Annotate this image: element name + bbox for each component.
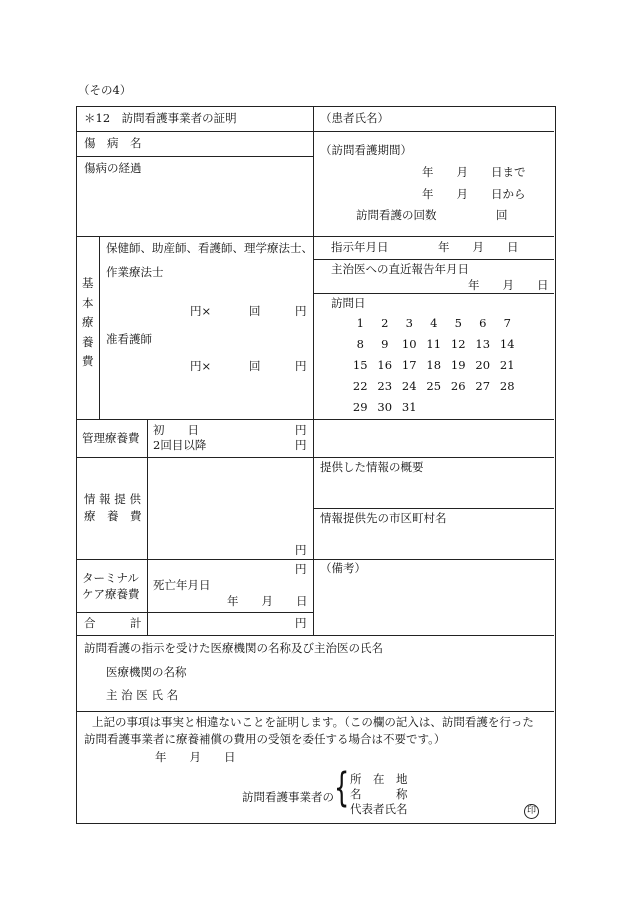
terminal-care-label-line2: ケア療養費 xyxy=(82,587,140,601)
visit-day: 20 xyxy=(475,358,491,372)
instruction-date-label: 指示年月日 xyxy=(331,240,389,254)
provider-representative-label: 代表者氏名 xyxy=(350,802,408,816)
basic-fee-char: 本 xyxy=(82,295,94,310)
certification-line2: 訪問看護事業者に療養補償の費用の受領を委任する場合は不要です。） xyxy=(84,732,446,746)
visit-day: 6 xyxy=(479,316,487,330)
assistant-yen-times: 円× xyxy=(190,359,212,373)
total-label: 合 計 xyxy=(84,616,142,630)
visit-period-until: 年 月 日まで xyxy=(422,165,526,179)
institution-title: 訪問看護の指示を受けた医療機関の名称及び主治医の氏名 xyxy=(84,641,383,655)
visit-day: 11 xyxy=(426,337,442,351)
disease-course-label: 傷病の経過 xyxy=(84,161,142,175)
patient-name-label: （患者氏名） xyxy=(320,111,389,125)
visit-day: 5 xyxy=(454,316,462,330)
provider-address-label: 所 在 地 xyxy=(350,772,408,786)
visit-day: 12 xyxy=(450,337,466,351)
remarks-label: （備考） xyxy=(320,561,366,575)
info-fee-yen: 円 xyxy=(295,543,307,557)
assistant-yen: 円 xyxy=(295,359,307,373)
doctor-name-label: 主 治 医 氏 名 xyxy=(106,688,179,702)
seal-icon: 印 xyxy=(524,804,539,819)
visit-day: 23 xyxy=(377,379,393,393)
visit-days-label: 訪問日 xyxy=(331,296,366,310)
visit-day: 7 xyxy=(503,316,511,330)
visit-day: 13 xyxy=(475,337,491,351)
instruction-date-ymd: 年 月 日 xyxy=(438,240,519,254)
assistant-times: 回 xyxy=(249,359,261,373)
basic-fee-char: 基 xyxy=(82,276,94,290)
visit-day: 30 xyxy=(377,400,393,414)
visit-day: 17 xyxy=(401,358,417,372)
visit-day: 18 xyxy=(426,358,442,372)
visit-day: 16 xyxy=(377,358,393,372)
visit-count-unit: 回 xyxy=(496,208,508,222)
basic-fee-char: 費 xyxy=(82,354,94,368)
visit-day: 3 xyxy=(405,316,413,330)
visit-day: 22 xyxy=(352,379,368,393)
info-summary-label: 提供した情報の概要 xyxy=(320,460,424,474)
report-date-label: 主治医への直近報告年月日 xyxy=(331,262,469,276)
visit-day: 25 xyxy=(426,379,442,393)
visit-day: 19 xyxy=(450,358,466,372)
visit-day: 21 xyxy=(499,358,515,372)
professionals-line2: 作業療法士 xyxy=(106,265,164,279)
management-second-yen: 円 xyxy=(295,438,307,452)
provider-brace-icon: { xyxy=(334,765,350,811)
institution-name-label: 医療機関の名称 xyxy=(106,665,187,679)
management-fee-label: 管理療養費 xyxy=(82,431,140,445)
basic-fee-char: 療 xyxy=(82,315,94,329)
visit-day: 24 xyxy=(401,379,417,393)
visit-period-from: 年 月 日から xyxy=(422,187,526,201)
visit-period-label: （訪問看護期間） xyxy=(320,143,412,157)
assistant-nurse-label: 准看護師 xyxy=(106,332,152,346)
report-date-ymd: 年 月 日 xyxy=(468,278,549,292)
visit-day: 31 xyxy=(401,400,417,414)
death-date-ymd: 年 月 日 xyxy=(227,594,308,608)
visit-day: 26 xyxy=(450,379,466,393)
terminal-care-yen: 円 xyxy=(295,562,307,576)
professionals-line1: 保健師、助産師、看護師、理学療法士、 xyxy=(106,241,313,255)
provider-label: 訪問看護事業者の xyxy=(242,790,334,804)
visit-day: 27 xyxy=(475,379,491,393)
management-first-day: 初 日 xyxy=(153,423,199,437)
info-municipality-label: 情報提供先の市区町村名 xyxy=(320,511,447,525)
visit-day: 9 xyxy=(381,337,389,351)
visit-day: 2 xyxy=(381,316,389,330)
visit-day: 4 xyxy=(430,316,438,330)
visit-day: 10 xyxy=(401,337,417,351)
visit-day: 15 xyxy=(352,358,368,372)
management-first-yen: 円 xyxy=(295,423,307,437)
certification-date: 年 月 日 xyxy=(155,750,236,764)
provider-name-label: 名 称 xyxy=(350,787,408,801)
visit-count-label: 訪問看護の回数 xyxy=(356,208,437,222)
visit-days-calendar xyxy=(348,317,520,413)
total-yen: 円 xyxy=(295,616,307,630)
visit-day: 14 xyxy=(499,337,515,351)
professionals-yen-times: 円× xyxy=(190,304,212,318)
visit-day: 28 xyxy=(499,379,515,393)
death-date-label: 死亡年月日 xyxy=(153,578,211,592)
disease-name-label: 傷 病 名 xyxy=(84,136,142,150)
info-fee-label-line2: 療 養 費 xyxy=(84,509,142,523)
terminal-care-label-line1: ターミナル xyxy=(82,571,139,585)
basic-fee-char: 養 xyxy=(82,334,94,349)
info-fee-label-line1: 情 報 提 供 xyxy=(84,492,141,506)
page-label: （その4） xyxy=(78,83,132,97)
section-title: ＊12 訪問看護事業者の証明 xyxy=(84,111,237,125)
management-second-onward: 2回目以降 xyxy=(153,438,207,452)
professionals-times: 回 xyxy=(249,304,261,318)
visit-day: 8 xyxy=(356,337,364,351)
visit-day: 29 xyxy=(352,400,368,414)
visit-day: 1 xyxy=(356,316,364,330)
professionals-yen: 円 xyxy=(295,304,307,318)
certification-line1: 上記の事項は事実と相違ないことを証明します。（この欄の記入は、訪問看護を行った xyxy=(92,715,534,729)
basic-fee-vertical-label xyxy=(82,278,94,368)
